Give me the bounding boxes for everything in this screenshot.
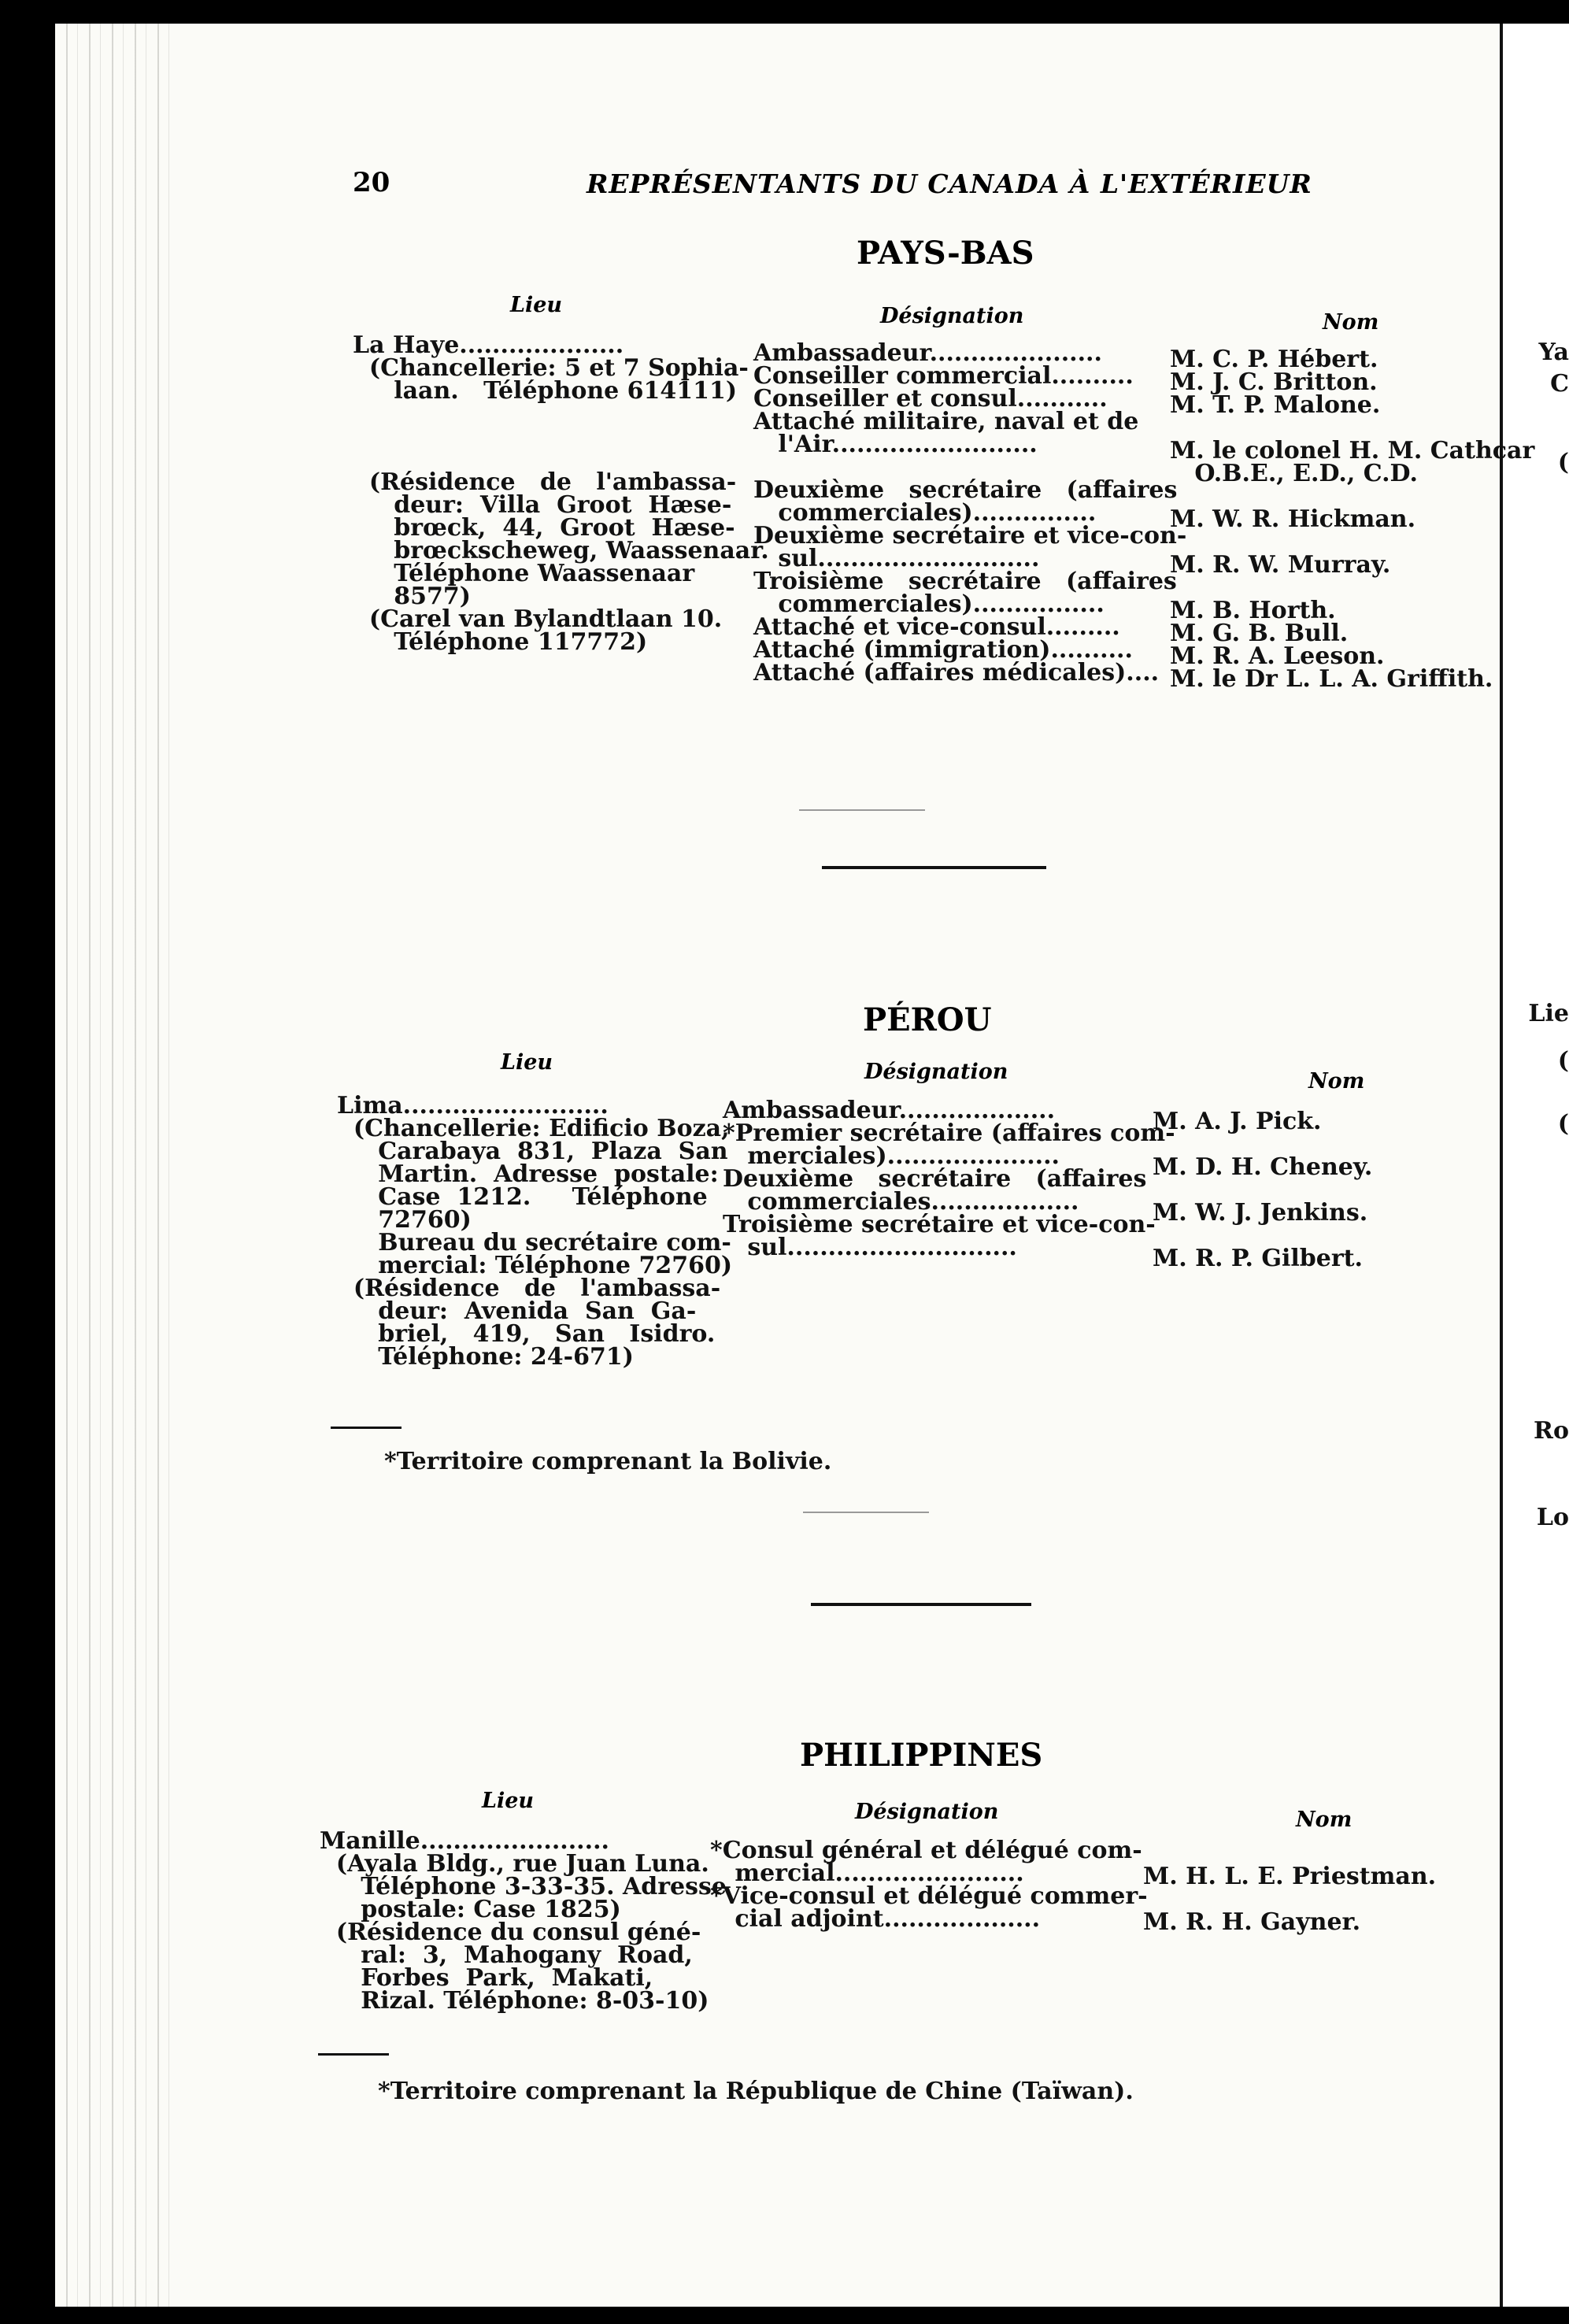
adjacent-fragment: ( [1557, 1110, 1569, 1138]
col-header-lieu: Lieu [501, 1050, 553, 1075]
perou-lieu: Lima......................... (Chancellerie: Edificio Boza, Carabaya 831, Plaza San Martin. Adresse postale: Case 1212. Téléphone 72760) Bureau du secrétaire com- mercial: Téléphone 72760) (Résidence de l'ambassa- deur: Avenida San Ga- briel, 419, San Isidro. Téléphone: 24-671) [337, 1092, 733, 1371]
adjacent-fragment: Lie [1528, 1000, 1569, 1027]
divider-dotted [803, 1512, 929, 1513]
philippines-nom: M. H. L. E. Priestman. M. R. H. Gayner. [1143, 1863, 1437, 1936]
philippines-designation: *Consul général et délégué com- mercial....................... *Vice-consul et délégué commer- cial adjoint................... [710, 1837, 1148, 1933]
section-title-pays-bas: PAYS-BAS [857, 235, 1034, 272]
col-header-lieu: Lieu [482, 1789, 535, 1813]
philippines-footnote: *Territoire comprenant la République de Chine (Taïwan). [378, 2078, 1134, 2105]
page-number: 20 [353, 167, 390, 198]
divider-dotted [799, 809, 925, 811]
adjacent-fragment: ( [1557, 449, 1569, 476]
section-title-philippines: PHILIPPINES [800, 1737, 1043, 1774]
adjacent-fragment: Lo [1536, 1504, 1569, 1531]
col-header-nom: Nom [1323, 310, 1379, 335]
section-rule [822, 866, 1046, 869]
adjacent-fragment: Ya [1538, 339, 1569, 366]
perou-designation: Ambassadeur................... *Premier secrétaire (affaires com- merciales)..................... Deuxième secrétaire (affaires commerciales.................. Troisième secrétaire et vice-con- sul............................ [723, 1097, 1175, 1261]
footnote-rule [318, 2053, 389, 2056]
col-header-nom: Nom [1296, 1808, 1353, 1832]
col-header-lieu: Lieu [510, 293, 563, 317]
adjacent-fragment: ( [1557, 1047, 1569, 1075]
col-header-designation: Désignation [855, 1800, 999, 1824]
section-title-perou: PÉROU [863, 1001, 992, 1038]
section-rule [811, 1603, 1031, 1606]
binding-shadow [55, 24, 173, 2307]
perou-footnote: *Territoire comprenant la Bolivie. [384, 1448, 832, 1475]
footnote-rule [331, 1427, 402, 1429]
col-header-designation: Désignation [880, 304, 1024, 328]
col-header-designation: Désignation [864, 1060, 1008, 1084]
adjacent-fragment: Ro [1534, 1417, 1569, 1445]
pays-bas-lieu: La Haye.................... (Chancellerie: 5 et 7 Sophia- laan. Téléphone 614111) (Résidence de l'ambassa- deur: Villa Groot Hæse- brœck, 44, Groot Hæse- brœckscheweg, Waassenaar. Téléphone Waassenaar 8577) (Carel van Bylandtlaan 10. Téléphone 117772) [353, 331, 769, 656]
pays-bas-nom: M. C. P. Hébert. M. J. C. Britton. M. T. P. Malone. M. le colonel H. M. Cathcar O.B.E., E.D., C.D. M. W. R. Hickman. M. R. W. Murray. M. B. Horth. M. G. B. Bull. M. R. A. Leeson. M. le Dr L. L. A. Griffith. [1170, 346, 1535, 693]
perou-nom: M. A. J. Pick. M. D. H. Cheney. M. W. J. Jenkins. M. R. P. Gilbert. [1153, 1108, 1373, 1272]
adjacent-fragment: C [1550, 370, 1569, 398]
philippines-lieu: Manille....................... (Ayala Bldg., rue Juan Luna. Téléphone 3-33-35. Adresse postale: Case 1825) (Résidence du consul géné- ral: 3, Mahogany Road, Forbes Park, Makati, Rizal. Téléphone: 8-03-10) [320, 1827, 727, 2015]
running-head: REPRÉSENTANTS DU CANADA À L'EXTÉRIEUR [587, 168, 1312, 199]
pays-bas-designation: Ambassadeur..................... Conseiller commercial.......... Conseiller et consul........... Attaché militaire, naval et de l'Air......................... Deuxième secrétaire (affaires commerciales)............... Deuxième secrétaire et vice-con- sul........................... Troisième secrétaire (affaires commerciales)................ Attaché et vice-consul......... Attaché (immigration).......... Attaché (affaires médicales).... [753, 339, 1187, 686]
col-header-nom: Nom [1308, 1069, 1365, 1094]
